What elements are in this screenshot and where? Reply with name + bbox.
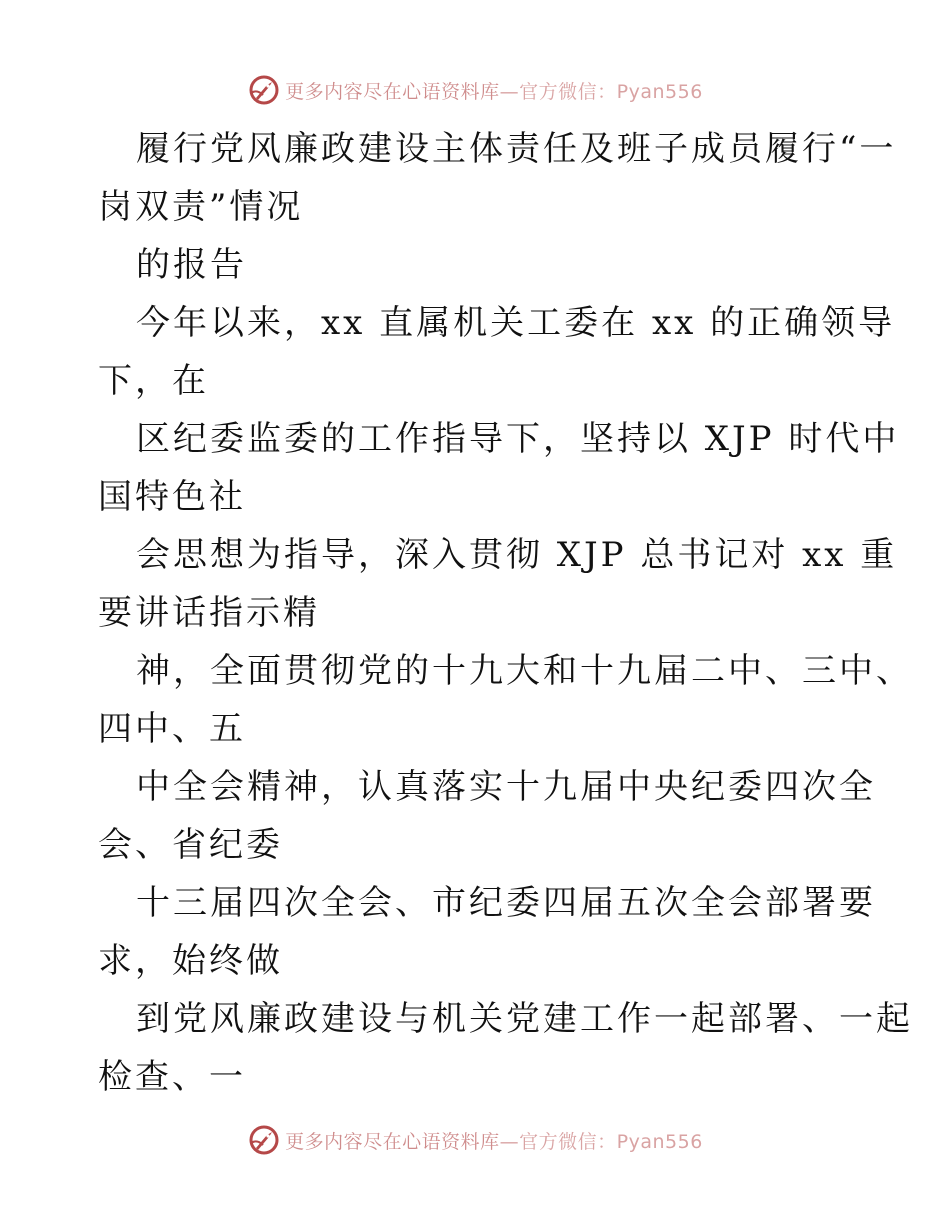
watermark-text: [285, 77, 703, 104]
watermark-main-text: 更多内容尽在心语资料库: [285, 80, 500, 103]
paragraph-line: 十三届四次全会、市纪委四届五次全会部署要: [136, 883, 876, 923]
paragraph-line: 今年以来，xx 直属机关工委在 xx 的正确领导: [136, 303, 896, 343]
watermark-main-text: 更多内容尽在心语资料库: [285, 1130, 500, 1153]
pen-nib-logo-icon: [247, 73, 281, 107]
paragraph-line: 四中、五: [98, 709, 246, 749]
paragraph-line: 神，全面贯彻党的十九大和十九届二中、三中、: [136, 651, 913, 691]
paragraph-line: 到党风廉政建设与机关党建工作一起部署、一起: [136, 999, 913, 1039]
paragraph-line: 检查、一: [98, 1057, 246, 1097]
title-line-1: 履行党风廉政建设主体责任及班子成员履行“一: [136, 129, 897, 169]
paragraph-line: 求，始终做: [98, 941, 283, 981]
watermark-contact-text: 官方微信：Pyan556: [519, 80, 703, 103]
title-line-3: 的报告: [136, 245, 247, 285]
header-watermark: [0, 70, 950, 110]
watermark-separator: —: [499, 1130, 520, 1153]
paragraph-line: 中全会精神，认真落实十九届中央纪委四次全: [136, 767, 876, 807]
paragraph-line: 会思想为指导，深入贯彻 XJP 总书记对 xx 重: [136, 535, 898, 575]
paragraph-line: 会、省纪委: [98, 825, 283, 865]
paragraph-line: 下，在: [98, 361, 209, 401]
watermark-separator: —: [499, 80, 520, 103]
watermark-text: [285, 1127, 703, 1154]
pen-nib-logo-icon: [247, 1123, 281, 1157]
paragraph-line: 区纪委监委的工作指导下，坚持以 XJP 时代中: [136, 419, 900, 459]
paragraph-line: 国特色社: [98, 477, 246, 517]
footer-watermark: [0, 1120, 950, 1160]
paragraph-line: 要讲话指示精: [98, 593, 320, 633]
watermark-contact-text: 官方微信：Pyan556: [519, 1130, 703, 1153]
title-line-2: 岗双责”情况: [98, 187, 304, 227]
